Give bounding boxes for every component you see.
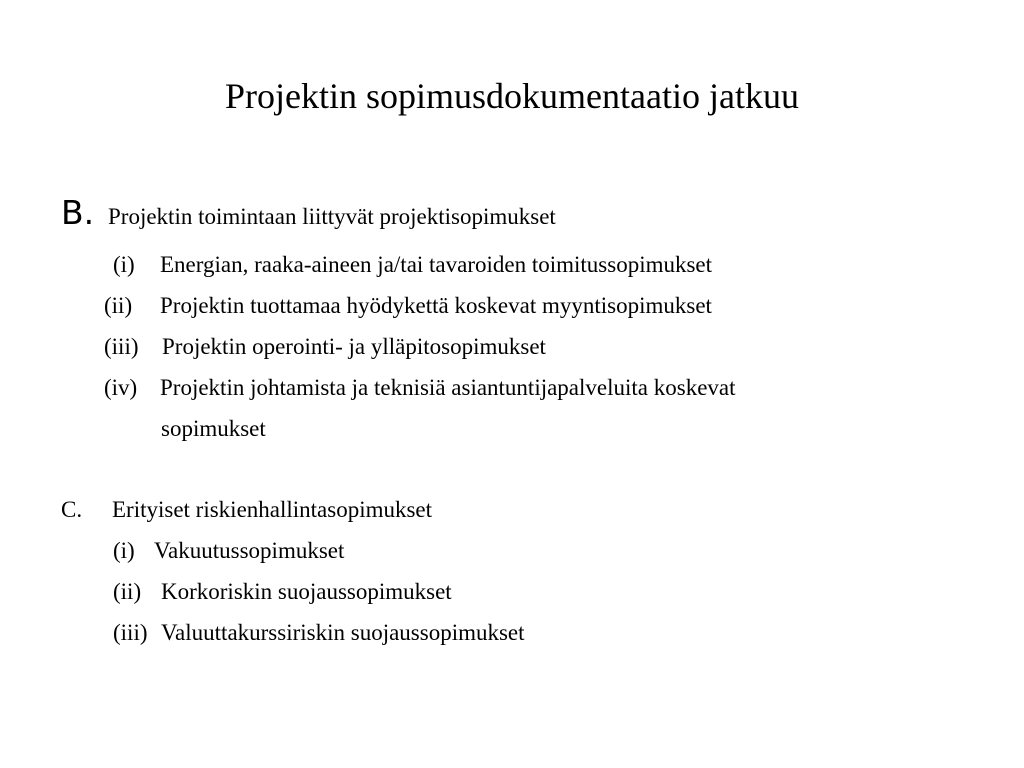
item-number: (ii) (113, 579, 142, 604)
item-text: Korkoriskin suojaussopimukset (161, 579, 452, 604)
section-c-item (113, 536, 344, 566)
item-number: (iii) (104, 334, 139, 359)
section-c-item (113, 577, 452, 607)
item-text: Valuuttakurssiriskin suojaussopimukset (161, 620, 525, 645)
section-b-heading: Projektin toimintaan liittyvät projektisopimukset (108, 204, 556, 229)
section-b-item (104, 373, 736, 403)
item-text: Energian, raaka-aineen ja/tai tavaroiden toimitussopimukset (160, 252, 713, 277)
item-text: Projektin johtamista ja teknisiä asiantuntijapalveluita koskevat (160, 375, 736, 400)
slide-title: Projektin sopimusdokumentaatio jatkuu (225, 76, 799, 116)
section-c-letter: C. (61, 497, 83, 522)
item-text: Projektin tuottamaa hyödykettä koskevat myyntisopimukset (160, 293, 712, 318)
item-number: (iv) (104, 375, 138, 400)
item-number: (i) (113, 538, 135, 563)
section-c-item (113, 618, 525, 648)
section-c-heading-line (61, 495, 432, 525)
item-text: Projektin operointi- ja ylläpitosopimukset (162, 334, 546, 359)
item-number: (i) (113, 252, 135, 277)
section-c-heading: Erityiset riskienhallintasopimukset (112, 497, 433, 522)
section-b-item (113, 250, 712, 280)
item-text: Vakuutussopimukset (154, 538, 345, 563)
item-text-continuation: sopimukset (161, 416, 266, 441)
section-b-item (104, 291, 712, 321)
section-b-item (104, 332, 546, 362)
item-number: (iii) (113, 620, 148, 645)
section-b-letter: B. (61, 193, 95, 232)
item-number: (ii) (104, 293, 133, 318)
